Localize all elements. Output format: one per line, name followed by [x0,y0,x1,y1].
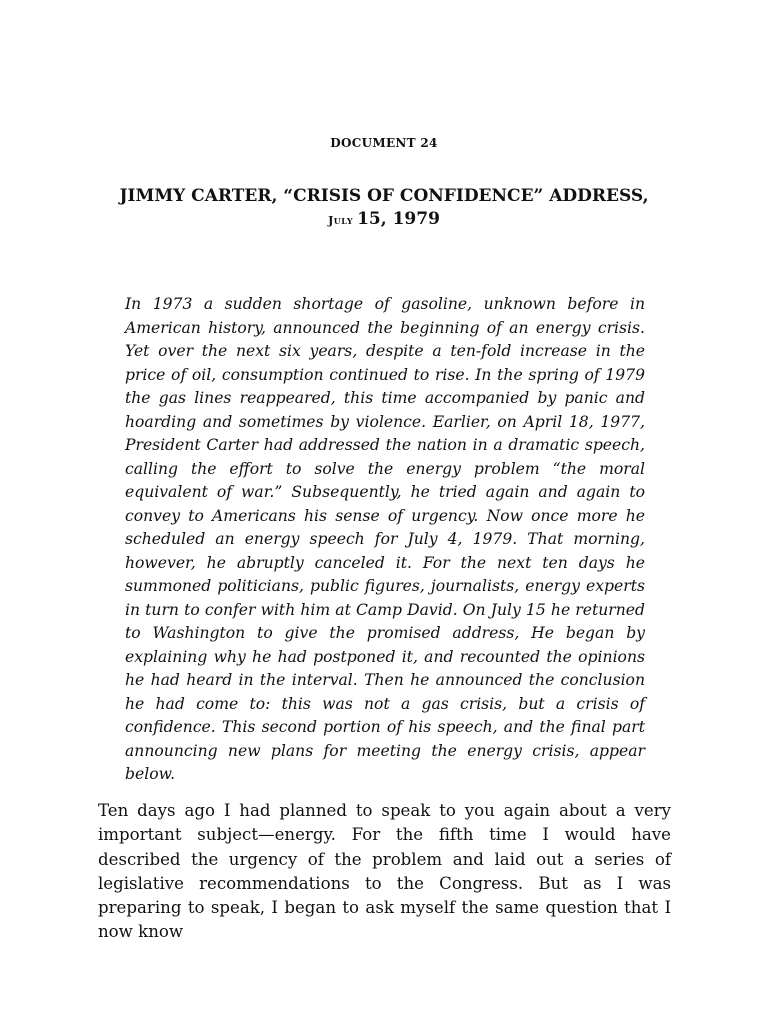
date-day-year: 15, 1979 [357,209,440,229]
editorial-introduction: In 1973 a sudden shortage of gasoline, unknown before in American history, announced the beginning of an energy crisis. Yet over the next six years, despite a ten-fold increase in the price of oil, consumption continued to rise. In the spring of 1979 the gas lines reappeared, this time accompanied by panic and hoarding and sometimes by violence. Earlier, on April 18, 1977, President Carter had addressed the nation in a dramatic speech, calling the effort to solve the energy problem “the moral equivalent of war.” Subsequently, he tried again and again to convey to Americans his sense of urgency. Now once more he scheduled an energy speech for July 4, 1979. That morning, however, he abruptly canceled it. For the next ten days he summoned politicians, public figures, journalists, energy experts in turn to confer with him at Camp David. On July 15 he returned to Washington to give the promised address, He began by explaining why he had postponed it, and recounted the opinions he had heard in the interval. Then he announced the conclusion he had come to: this was not a gas crisis, but a crisis of confidence. This second portion of his speech, and the final part announcing new plans for meeting the energy crisis, appear below. [125,295,645,783]
speech-body-paragraph: Ten days ago I had planned to speak to you again about a very important subject—energy. For the fifth time I would have described the urgency of the problem and laid out a series of legislative recommendations to the Congress. But as I was preparing to speak, I began to ask myself the same question that I now know [98,801,671,942]
document-number-label: DOCUMENT 24 [330,136,438,150]
document-title: JIMMY CARTER, “CRISIS OF CONFIDENCE” ADDRESS, [119,186,649,206]
document-date [0,209,768,229]
date-month: July [328,214,354,227]
